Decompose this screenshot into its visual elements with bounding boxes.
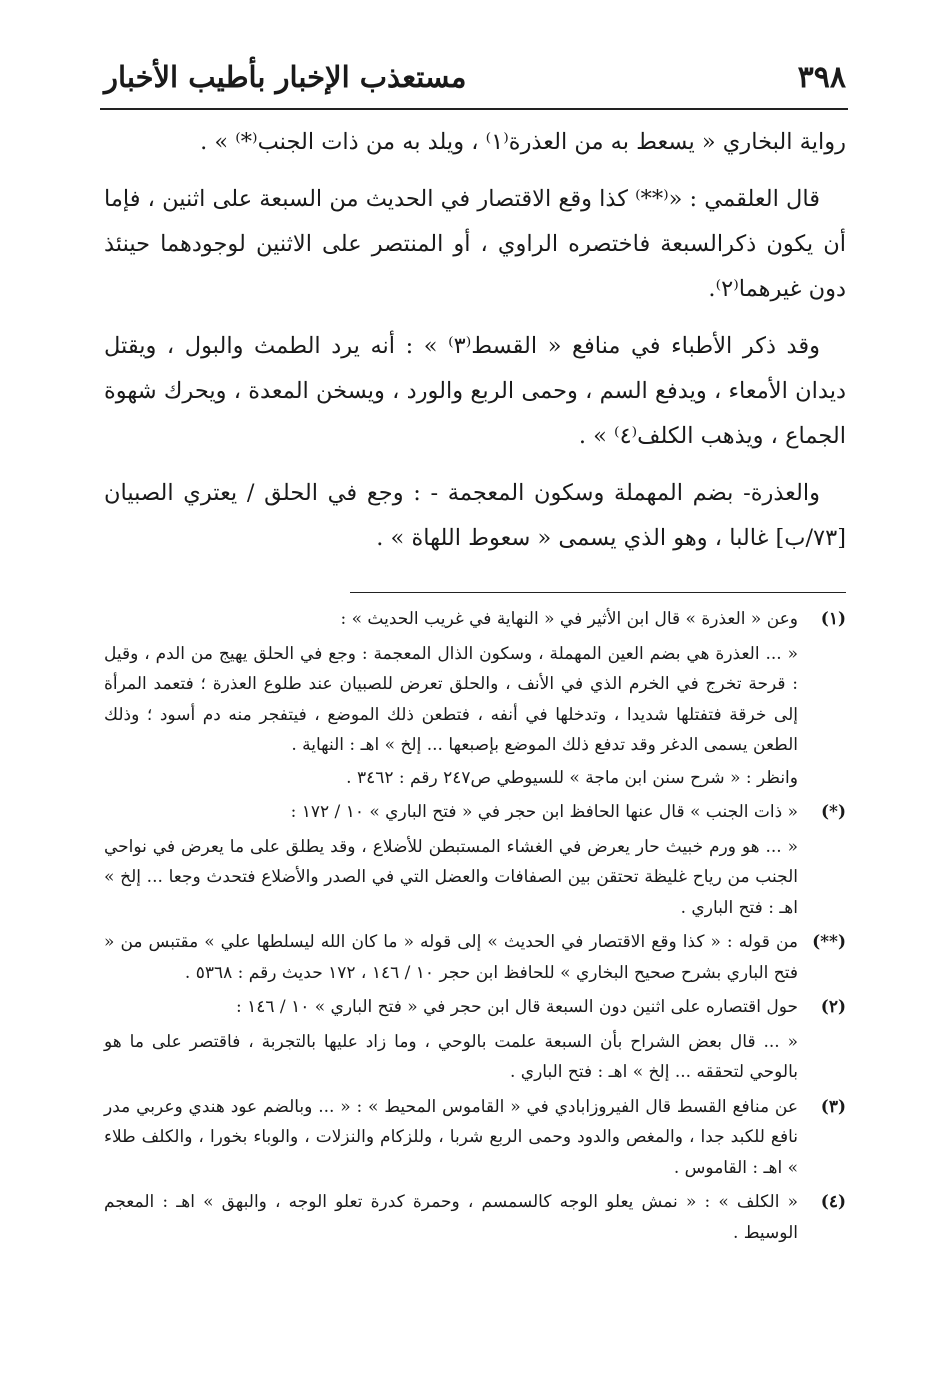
header-divider (100, 108, 848, 110)
main-text (104, 120, 846, 573)
paragraph-1: رواية البخاري « يسعط به من العذرة⁽١⁾ ، ويلد به من ذات الجنب⁽*⁾ » . (200, 129, 846, 155)
footnote-marker: (٢) (820, 997, 846, 1017)
footnote-marker: (٤) (820, 1192, 846, 1212)
footnote-head: « ذات الجنب » قال عنها الحافظ ابن حجر في « فتح الباري » ١٠ / ١٧٢ : (290, 802, 798, 822)
footnote-head: وعن « العذرة » قال ابن الأثير في « النهاية في غريب الحديث » : (340, 609, 798, 629)
footnote-1 (104, 604, 846, 793)
footnote-2 (104, 992, 846, 1088)
footnote-head: عن منافع القسط قال الفيروزابادي في « القاموس المحيط » : « ... وبالضم عود هندي وعربي مدر نافع للكبد جدا ، والمغص والدود وحمى الربع شربا ، وللزكام والنزلات ، والوباء بخورا ، والكلف طلاء » اهـ : القاموس . (104, 1096, 798, 1178)
running-title: مستعذب الإخبار بأطيب الأخبار (104, 60, 467, 94)
footnote-3 (104, 1092, 846, 1184)
paragraph-2: قال العلقمي : «⁽**⁾ كذا وقع الاقتصار في الحديث من السبعة على اثنين ، فإما أن يكون ذكرالسبعة فاختصره الراوي ، أو المنتصر على الاثنين لوجودهما حينئذ دون غيرهما⁽٢⁾. (104, 186, 846, 302)
footnote-head: « الكلف » : « نمش يعلو الوجه كالسمسم ، وحمرة كدرة تعلو الوجه ، والبهق » اهـ : المعجم الوسيط . (104, 1192, 798, 1243)
footnote-double-star (104, 927, 846, 988)
footnote-quote: « ... قال بعض الشراح بأن السبعة علمت بالوحي ، وما زاد عليها بالتجربة ، فاقتصر على ما هو بالوحي لتحققه ... إلخ » اهـ : فتح الباري . (104, 1031, 798, 1082)
footnote-separator (350, 592, 846, 593)
footnote-reference: وانظر : « شرح سنن ابن ماجة » للسيوطي ص٢٤٧ رقم : ٣٤٦٢ . (346, 767, 798, 788)
footnote-quote: « ... العذرة هي بضم العين المهملة ، وسكون الذال المعجمة : وجع في الحلق يهيج من الدم ، وقيل : قرحة تخرج في الخرم الذي في الأنف ، والحلق تعرض للصبيان عند طلوع العذرة ؛ فتعمد المرأة إلى خرقة فتفتلها شديدا ، وتدخلها في أنفه ، فتطعن ذلك الموضع ، فيتفجر منه دم أسود ؛ وذلك الطعن يسمى الدغر وقد تدفع ذلك الموضع بإصبعها ... إلخ » اهـ : النهاية . (104, 643, 798, 755)
paragraph-4: والعذرة- بضم المهملة وسكون المعجمة - : وجع في الحلق / يعتري الصبيان [٧٣/ب] غالبا ، وهو الذي يسمى « سعوط اللهاة » . (104, 480, 846, 551)
page-header (104, 58, 846, 108)
footnote-marker: (١) (820, 609, 846, 629)
paragraph-3: وقد ذكر الأطباء في منافع « القسط⁽٣⁾ » : أنه يرد الطمث والبول ، ويقتل ديدان الأمعاء ، ويدفع السم ، وحمى الربع والورد ، ويسخن المعدة ، ويحرك شهوة الجماع ، ويذهب الكلف⁽٤⁾ » . (104, 333, 846, 449)
footnote-head: من قوله : « كذا وقع الاقتصار في الحديث » إلى قوله « ما كان الله ليسلطها علي » مقتبس من « فتح الباري بشرح صحيح البخاري » للحافظ ابن حجر ١٠ / ١٤٦ ، ١٧٢ حديث رقم : ٥٣٦٨ . (104, 932, 798, 983)
footnote-marker: (*) (821, 802, 846, 822)
footnote-quote: « ... هو ورم خبيث حار يعرض في الغشاء المستبطن للأضلاع ، وقد يطلق على ما يعرض في نواحي الجنب من رياح غليظة تحتقن بين الصفافات والعضل التي في الصدر والأضلاع فتحدث وجعا ... إلخ » اهـ : فتح الباري . (104, 836, 798, 918)
footnotes (104, 604, 846, 1252)
footnote-4 (104, 1187, 846, 1248)
footnote-marker: (٣) (820, 1096, 846, 1117)
footnote-star (104, 797, 846, 923)
footnote-head: حول اقتصاره على اثنين دون السبعة قال ابن حجر في « فتح الباري » ١٠ / ١٤٦ : (235, 997, 798, 1017)
footnote-marker: (**) (812, 932, 846, 952)
page-number: ٣٩٨ (797, 60, 846, 95)
